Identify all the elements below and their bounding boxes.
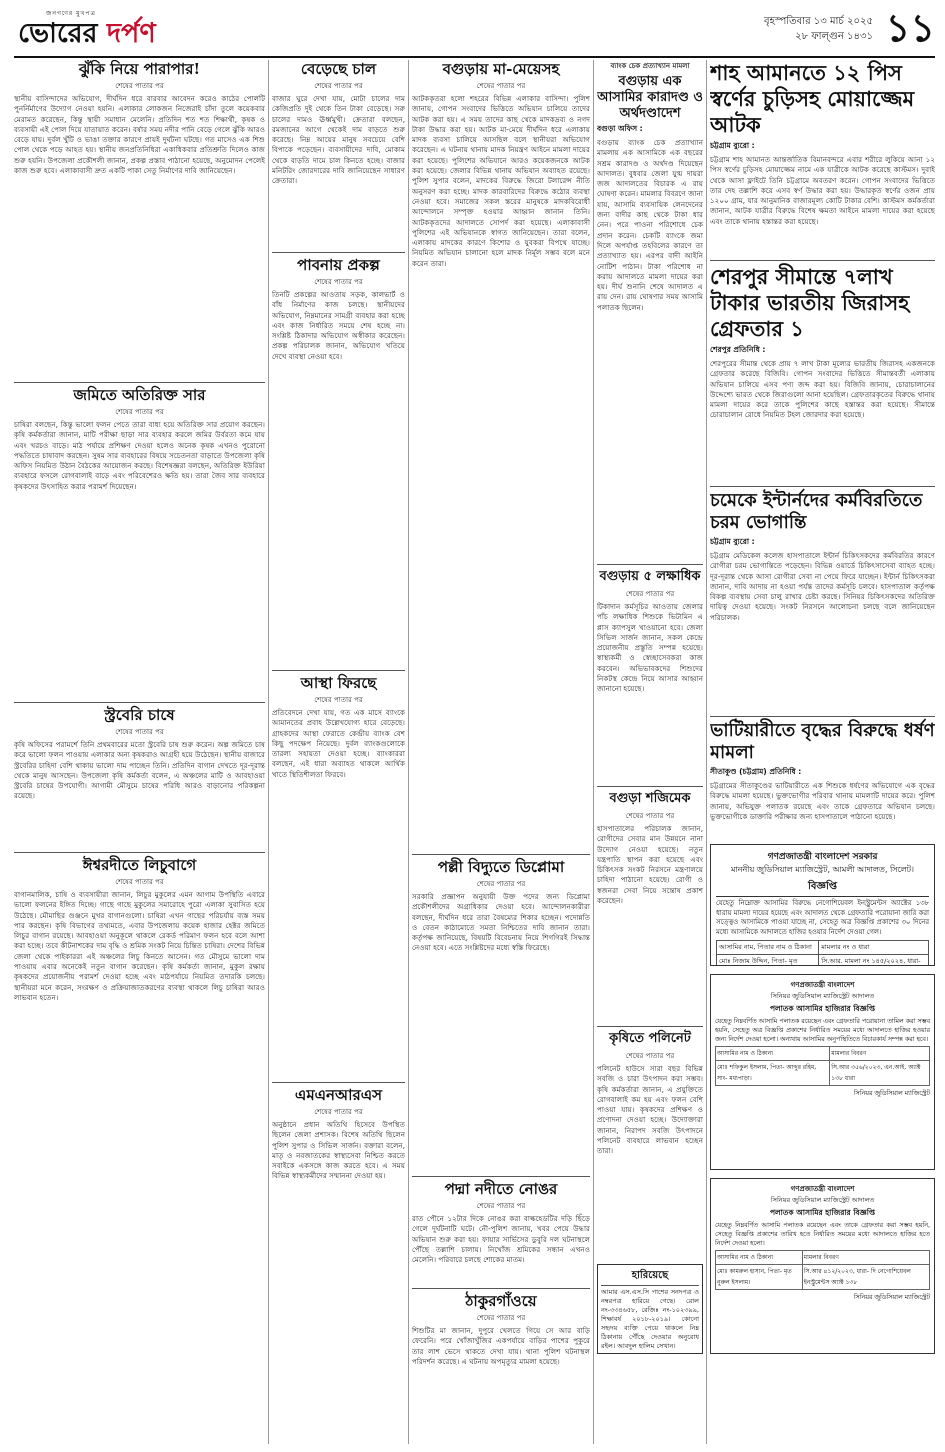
notice-table-header: আসামির নাম, পিতার নাম ও ঠিকানা <box>717 941 819 955</box>
notice-title: পলাতক আসামির হাজিরার বিজ্ঞপ্তি <box>769 1208 876 1217</box>
story-byline: চট্টগ্রাম ব্যুরো : <box>710 537 755 546</box>
story-padma-anchor <box>412 1176 590 1288</box>
story-body: চট্টগ্রামের সীতাকুণ্ডের ভাটিয়ারীতে এক শিশুকে ধর্ষণের অভিযোগে এক বৃদ্ধের বিরুদ্ধে মামলা হয়েছে। ভুক্তভোগীর পরিবার থানায় মামলাটি দায়ের করে। পুলিশ জানায়, অভিযুক্ত পলাতক রয়েছে এবং তাকে গ্রেফতারে অভিযান চলছে। ভুক্তভোগীকে ডাক্তারি পরীক্ষার জন্য হাসপাতালে পাঠানো হয়েছে। <box>710 781 935 821</box>
column-4 <box>597 60 703 1444</box>
story-chomek-intern-strike <box>710 486 935 716</box>
column-divider <box>706 60 707 1444</box>
story-headline: আস্থা ফিরছে <box>300 674 377 692</box>
story-body: চট্টগ্রাম শাহ আমানত আন্তর্জাতিক বিমানবন্দরে এবার শরীরে লুকিয়ে আনা ১২ পিস স্বর্ণের চুড়িসহ মোয়াজ্জেম নামে এক যাত্রীকে আটক করেছে কাস্টমস। দুবাই থেকে আসা ফ্লাইটে তিনি চট্টগ্রামে অবতরণ করেন। গোপন সংবাদের ভিত্তিতে তার দেহ তল্লাশি করে এসব স্বর্ণ উদ্ধার করা হয়। উদ্ধারকৃত স্বর্ণের ওজন প্রায় ১২০০ গ্রাম, যার আনুমানিক বাজারমূল্য কোটি টাকার বেশি। কাস্টমস কর্মকর্তারা জানান, আটক যাত্রীর বিরুদ্ধে বিশেষ ক্ষমতা আইনে মামলা দায়ের করা হয়েছে এবং তাকে থানায় হস্তান্তর করা হয়েছে। <box>710 155 935 226</box>
notice-body: যেহেতু নিম্নোক্ত আসামির বিরুদ্ধে নেগোশিয়েবল ইনস্ট্রুমেন্টস অ্যাক্টের ১৩৮ ধারায় মামলা দায়ের হয়েছে এবং আদালত থেকে গ্রেফতারি পরোয়ানা জারি করা সত্ত্বেও আসামিকে পাওয়া যাচ্ছে না, সেহেতু অত্র বিজ্ঞপ্তি প্রকাশের ৩০ দিনের মধ্যে আসামিকে আদালতে হাজির হওয়ার নির্দেশ দেওয়া গেল। <box>716 899 929 936</box>
logo-tagline: জনগণের মুখপত্র <box>46 10 96 17</box>
story-polynet-agriculture <box>597 1026 703 1258</box>
notice-signature: সিনিয়র জুডিসিয়াল ম্যাজিস্ট্রেট <box>853 1294 930 1302</box>
notice-court-line: সিনিয়র জুডিসিয়াল ম্যাজিস্ট্রেট আদালত <box>770 992 875 1000</box>
continuation-note: শেষের পাতার পর <box>476 1314 526 1322</box>
story-headline: পাবনায় প্রকল্প <box>297 256 380 274</box>
story-shah-amanat-gold <box>710 60 935 256</box>
lost-notice-body: আমার এস.এস.সি পাশের সনদপত্র ও নম্বরপত্র হারিয়ে গেছে। রোল নং-৩৩৪৬৫৮, রেজিঃ নং-১০২৩৯৯, শিক্ষাবর্ষ ২০১৮-২০১৯। কোনো সহৃদয় ব্যক্তি পেয়ে থাকলে নিম্ন ঠিকানায় পৌঁছে দেওয়ার অনুরোধ রইল। আবদুল হালিম সেখান। <box>601 1288 699 1350</box>
story-kicker: ব্যাংক চেক প্রত্যাখ্যান মামলা <box>610 62 690 70</box>
continuation-note: শেষের পাতার পর <box>115 878 164 886</box>
notice-table-header: মামলার বিবরণ <box>830 1047 930 1061</box>
notice-government-line: গণপ্রজাতন্ত্রী বাংলাদেশ সরকার <box>767 852 878 862</box>
column-2 <box>272 60 405 1444</box>
notice-table-header: মামলার বিবরণ <box>802 1251 929 1265</box>
story-body: চাষিরা বলছেন, কিন্তু ভালো ফলন পেতে তারা বাধ্য হয়ে অতিরিক্ত সার প্রয়োগ করছেন। কৃষি কর্মকর্তারা জানান, মাটি পরীক্ষা ছাড়া সার ব্যবহার করলে জমির উর্বরতা কমে যায় এবং খরচও বাড়ে। মাঠ পর্যায়ে প্রশিক্ষণ দেওয়া হলেও অনেক কৃষক এখনও পুরোনো পদ্ধতিতে চাষাবাদ করছেন। সুষম সার ব্যবহারের বিষয়ে সচেতনতা বাড়াতে উপজেলা কৃষি অফিস নিয়মিত উঠান বৈঠকের আয়োজন করছে। বিশেষজ্ঞরা বলছেন, অতিরিক্ত ইউরিয়া ব্যবহারে ফসলে রোগবালাই বাড়ে এবং পরিবেশেরও ক্ষতি হয়। তারা জৈব সার ব্যবহারে কৃষকদের উৎসাহিত করার পরামর্শ দিয়েছেন। <box>14 420 265 491</box>
notice-table-cell: সি.আর ৩৫৬/২০২৩, এন.আই. অ্যাক্ট ১৩৮ ধারা <box>830 1061 930 1086</box>
notice-table-cell: সি.আর ৪১২/২০২৩, ধারা- দি নেগোশিয়েবল ইনস্ট্রুমেন্টস অ্যাক্ট ১৩৮ <box>802 1265 929 1290</box>
continuation-note: শেষের পাতার পর <box>314 696 363 704</box>
story-headline: বগুড়ায় ৫ লক্ষাধিক <box>599 569 701 584</box>
story-body: টিকাদান কর্মসূচির আওতায় জেলার পাঁচ লক্ষাধিক শিশুকে ভিটামিন এ প্লাস ক্যাপসুল খাওয়ানো হবে। জেলা সিভিল সার্জন জানান, সকল কেন্দ্রে প্রয়োজনীয় প্রস্তুতি সম্পন্ন হয়েছে। স্বাস্থ্যকর্মী ও স্বেচ্ছাসেবকরা কাজ করবেন। অভিভাবকদের শিশুদের নিকটস্থ কেন্দ্রে নিয়ে আসার আহ্বান জানানো হয়েছে। <box>597 602 703 694</box>
notice-table-cell: মোঃ নিজাম উদ্দিন, পিতা- মৃত <box>717 955 819 967</box>
notice-body: যেহেতু নিম্নবর্ণিত আসামি পলাতক রয়েছেন এবং গ্রেফতারি পরোয়ানা তামিল করা সম্ভব হয়নি, সেহেতু অত্র বিজ্ঞপ্তি প্রকাশের নির্ধারিত সময়ের মধ্যে আদালতে হাজির হওয়ার জন্য নির্দেশ দেওয়া হলো। অন্যথায় আসামির অনুপস্থিতিতে বিচারকার্য সম্পন্ন করা হবে। <box>715 1018 930 1043</box>
story-byline: চট্টগ্রাম ব্যুরো : <box>710 141 755 150</box>
story-byline: বগুড়া অফিস : <box>597 124 643 133</box>
lost-notice <box>597 1264 703 1354</box>
story-headline: চমেকে ইন্টার্নদের কর্মবিরতিতে চরম ভোগান্তি <box>710 490 923 533</box>
story-body: তিনটি প্রকল্পের আওতায় সড়ক, কালভার্ট ও বাঁধ নির্মাণের কাজ চলছে। স্থানীয়দের অভিযোগ, নিম্নমানের সামগ্রী ব্যবহার করা হচ্ছে এবং কাজ নির্ধারিত সময়ে শেষ হচ্ছে না। সংশ্লিষ্ট ঠিকাদার অভিযোগ অস্বীকার করেছেন। প্রকল্প পরিচালক জানান, অভিযোগ খতিয়ে দেখে ব্যবস্থা নেওয়া হবে। <box>272 290 405 361</box>
story-headline: এমএনআরএস <box>294 1086 383 1104</box>
story-headline: ঝুঁকি নিয়ে পারাপার! <box>78 60 201 78</box>
story-bogura-cheque-case <box>597 60 703 560</box>
story-byline: সীতাকুণ্ড (চট্টগ্রাম) প্রতিনিধি : <box>710 767 802 776</box>
page-number: ১১ <box>885 5 935 50</box>
story-bhatiari-case <box>710 716 935 842</box>
column-3 <box>412 60 590 1444</box>
column-5 <box>710 60 935 1444</box>
story-pabna-project <box>272 252 405 670</box>
continuation-note: শেষের পাতার পর <box>314 82 363 90</box>
notice-table-cell: মোঃ কামরুল হাসান, পিতা- মৃত নুরুল ইসলাম। <box>716 1265 803 1290</box>
story-body: প্রতিবেদনে দেখা যায়, গত এক মাসে ব্যাংকে আমানতের প্রবাহ উল্লেখযোগ্য হারে বেড়েছে। গ্রাহকদের আস্থা ফেরাতে কেন্দ্রীয় ব্যাংক বেশ কিছু পদক্ষেপ নিয়েছে। দুর্বল ব্যাংকগুলোকে তারল্য সহায়তা দেওয়া হচ্ছে। ব্যাংকাররা বলছেন, এই ধারা অব্যাহত থাকলে আর্থিক খাতে স্থিতিশীলতা ফিরবে। <box>272 708 405 779</box>
continuation-note: শেষের পাতার পর <box>625 1052 675 1060</box>
newspaper-logo <box>18 8 156 49</box>
story-body: রাত পৌনে ১২টার দিকে নোঙর করা বাল্কহেডটির দড়ি ছিঁড়ে গেলে দুর্ঘটনাটি ঘটে। নৌ-পুলিশ জানায়, খবর পেয়ে উদ্ধার অভিযান শুরু করা হয়। ফায়ার সার্ভিসের ডুবুরি দল ঘটনাস্থলে পৌঁছে তল্লাশি চালায়। নিখোঁজ শ্রমিকের সন্ধান এখনও মেলেনি। পরিবারে চলছে শোকের মাতম। <box>412 1214 590 1265</box>
logo-text-part2: দর্পণ <box>106 18 156 49</box>
continuation-note: শেষের পাতার পর <box>625 590 675 598</box>
story-headline: বগুড়ায় মা-মেয়েসহ <box>442 60 560 78</box>
story-trust-returning <box>272 670 405 1082</box>
story-body: হাসপাতালের পরিচালক জানান, রোগীদের সেবার মান উন্নয়নে নানা উদ্যোগ নেওয়া হয়েছে। নতুন যন্ত্রপাতি স্থাপন করা হয়েছে এবং চিকিৎসক সংকট নিরসনে মন্ত্রণালয়ে চাহিদা পাঠানো হয়েছে। রোগী ও স্বজনরা সেবা নিয়ে সন্তোষ প্রকাশ করেছেন। <box>597 824 703 906</box>
story-headline: স্ট্রবেরি চাষে <box>104 706 175 724</box>
masthead <box>14 6 935 58</box>
story-risky-crossing <box>14 60 265 378</box>
column-1 <box>14 60 265 1444</box>
story-sherpur-border-cumin <box>710 260 935 486</box>
story-headline: ঈশ্বরদীতে লিচুবাগে <box>82 856 197 874</box>
notice-court-line: মাননীয় জুডিসিয়াল ম্যাজিস্ট্রেট, আমলী আদালত, সিলেট। <box>731 865 914 874</box>
issue-date-gregorian: বৃহস্পতিবার ১৩ মার্চ ২০২৫ <box>764 16 873 27</box>
story-headline: বগুড়ায় এক আসামির কারাদণ্ড ও অর্থদণ্ডাদেশ <box>597 74 703 121</box>
issue-date-bangla: ২৮ ফাল্গুন ১৪৩১ <box>795 31 873 42</box>
story-excess-fertilizer <box>14 382 265 702</box>
notice-table <box>715 1046 930 1086</box>
story-lychee-orchard <box>14 852 265 1444</box>
story-mnrs <box>272 1082 405 1444</box>
story-body: বাগানমালিক, চাষি ও ব্যবসায়ীরা জানান, লিচুর মুকুলের এমন আগাম উপস্থিতি এবারে ভালো ফলনের ইঙ্গিত দিচ্ছে। গাছে গাছে মুকুলের সমারোহে পুরো এলাকা সুবাসিত হয়ে উঠেছে। মৌমাছির গুঞ্জনে মুখর বাগানগুলো। চাষিরা এখন গাছের পরিচর্যায় ব্যস্ত সময় পার করছেন। কৃষি বিভাগের তথ্যমতে, এবার উপজেলায় কয়েক হাজার হেক্টর জমিতে লিচুর বাগান রয়েছে। আবহাওয়া অনুকূলে থাকলে রেকর্ড পরিমাণ ফলন হবে বলে আশা করা হচ্ছে। তবে কীটনাশকের দাম বৃদ্ধি ও শ্রমিক সংকট নিয়ে চিন্তিত চাষিরা। দেশের বিভিন্ন জেলা থেকে পাইকাররা এই অঞ্চলের লিচু কিনতে আসেন। গত মৌসুমে ভালো দাম পাওয়ায় এবার অনেকেই নতুন বাগান করেছেন। কৃষি কর্মকর্তা জানান, মুকুল রক্ষায় কৃষকদের প্রয়োজনীয় পরামর্শ দেওয়া হচ্ছে এবং মাঠপর্যায়ে নিয়মিত তদারকি চলছে। স্থানীয়রা মনে করেন, সংরক্ষণ ও প্রক্রিয়াজাতকরণের ব্যবস্থা থাকলে লিচু চাষিরা আরও লাভবান হতেন। <box>14 890 265 1002</box>
story-strawberry-farming <box>14 702 265 852</box>
continuation-note: শেষের পাতার পর <box>314 278 363 286</box>
column-divider <box>268 60 269 1444</box>
story-headline: শাহ আমানতে ১২ পিস স্বর্ণের চুড়িসহ মোয়াজ্জেম আটক <box>710 60 915 137</box>
story-headline: পদ্মা নদীতে নোঙর <box>444 1180 558 1198</box>
story-bogura-vitamin <box>597 564 703 786</box>
notice-body: যেহেতু নিম্নবর্ণিত আসামি পলাতক রয়েছেন এবং তাকে গ্রেফতার করা সম্ভব হয়নি, সেহেতু বিজ্ঞপ্তি প্রকাশের তারিখ হতে নির্ধারিত সময়ের মধ্যে আদালতে হাজির হতে নির্দেশ দেওয়া হলো। <box>715 1222 930 1247</box>
continuation-note: শেষের পাতার পর <box>476 880 526 888</box>
story-byline: শেরপুর প্রতিনিধি : <box>710 345 766 354</box>
story-body: স্থানীয় বাসিন্দাদের অভিযোগ, দীর্ঘদিন ধরে বারবার আবেদন করেও কাঠের পোলটি পুনর্নির্মাণের উদ্যোগ নেওয়া হয়নি। এলাকার লোকজন নিজেরাই চাঁদা তুলে কয়েকবার মেরামত করেছেন, কিন্তু স্থায়ী সমাধান মেলেনি। প্রতিদিন শত শত শিক্ষার্থী, কৃষক ও ব্যবসায়ী এই পোল দিয়ে যাতায়াত করেন। বর্ষার সময় নদীর পানি বেড়ে গেলে ঝুঁকি আরও বেড়ে যায়। দুর্বল খুঁটি ও ভাঙা তক্তার কারণে প্রায়ই দুর্ঘটনা ঘটছে। গত মাসেও এক শিশু পোল থেকে পড়ে আহত হয়। স্থানীয় জনপ্রতিনিধিরা একাধিকবার প্রতিশ্রুতি দিলেও কাজ শুরু হয়নি। উপজেলা প্রকৌশলী জানান, প্রকল্প প্রস্তাব পাঠানো হয়েছে, অনুমোদন পেলেই কাজ শুরু হবে। এলাকাবাসী দ্রুত একটি পাকা সেতু নির্মাণের দাবি জানিয়েছেন। <box>14 94 265 176</box>
story-body: অনুষ্ঠানে প্রধান অতিথি হিসেবে উপস্থিত ছিলেন জেলা প্রশাসক। বিশেষ অতিথি ছিলেন পুলিশ সুপার ও সিভিল সার্জন। বক্তারা বলেন, মাতৃ ও নবজাতকের স্বাস্থ্যসেবা নিশ্চিত করতে সবাইকে একসঙ্গে কাজ করতে হবে। এ সময় বিভিন্ন স্বাস্থ্যকর্মীদের সম্মাননা দেওয়া হয়। <box>272 1120 405 1181</box>
notice-government-line: গণপ্রজাতন্ত্রী বাংলাদেশ <box>790 981 855 989</box>
notice-title: বিজ্ঞপ্তি <box>716 879 929 897</box>
logo-text-part1: ভোরের <box>18 18 107 49</box>
story-body: শিশুটির মা জানান, দুপুরে খেলতে গিয়ে সে আর বাড়ি ফেরেনি। পরে খোঁজাখুঁজির একপর্যায়ে বাড়ির পাশের পুকুরে তার লাশ ভেসে থাকতে দেখা যায়। থানা পুলিশ ঘটনাস্থল পরিদর্শন করেছে। এ ঘটনায় অপমৃত্যুর মামলা হয়েছে। <box>412 1326 590 1366</box>
story-headline: জমিতে অতিরিক্ত সার <box>73 386 206 404</box>
notice-government-line: গণপ্রজাতন্ত্রী বাংলাদেশ <box>790 1185 855 1193</box>
story-body: চট্টগ্রাম মেডিকেল কলেজ হাসপাতালে ইন্টার্ন চিকিৎসকদের কর্মবিরতির কারণে রোগীরা চরম ভোগান্তিতে পড়েছেন। বিভিন্ন ওয়ার্ডে চিকিৎসাসেবা ব্যাহত হচ্ছে। দূর-দূরান্ত থেকে আসা রোগীরা সেবা না পেয়ে ফিরে যাচ্ছেন। ইন্টার্ন চিকিৎসকরা জানান, দাবি আদায় না হওয়া পর্যন্ত তাদের কর্মসূচি চলবে। হাসপাতাল কর্তৃপক্ষ বিকল্প ব্যবস্থায় সেবা চালু রাখার চেষ্টা করছে। সিনিয়র চিকিৎসকদের অতিরিক্ত দায়িত্ব দেওয়া হয়েছে। সংকট নিরসনে আলোচনা চলছে বলে জানিয়েছেন পরিচালক। <box>710 551 935 622</box>
continuation-note: শেষের পাতার পর <box>625 812 675 820</box>
story-headline: কৃষিতে পলিনেট <box>609 1031 691 1046</box>
story-bogura-mother-daughter <box>412 60 590 850</box>
story-body: সরকারি প্রজ্ঞাপন অনুযায়ী উক্ত পদের জন্য ডিপ্লোমা প্রকৌশলীদের অগ্রাধিকার দেওয়া হবে। আন্দোলনকারীরা বলছেন, দীর্ঘদিন ধরে তারা বৈষম্যের শিকার হচ্ছেন। পদোন্নতি ও বেতন কাঠামোতে সমতা নিশ্চিতের দাবি জানান তারা। কর্তৃপক্ষ জানিয়েছে, বিষয়টি বিবেচনায় নিয়ে শিগগিরই সিদ্ধান্ত নেওয়া হবে। এতে সংশ্লিষ্টদের মধ্যে স্বস্তি ফিরেছে। <box>412 892 590 953</box>
story-body: কৃষি অফিসের পরামর্শে তিনি প্রথমবারের মতো স্ট্রবেরি চাষ শুরু করেন। অল্প জমিতে চাষ করে ভালো ফলন পাওয়ায় এলাকার অন্য কৃষকরাও আগ্রহী হয়ে উঠেছেন। স্থানীয় বাজারে স্ট্রবেরির চাহিদা বেশি থাকায় ভালো দাম পাচ্ছেন তিনি। প্রতিদিন বাগান দেখতে দূর-দূরান্ত থেকে মানুষ আসছেন। উপজেলা কৃষি কর্মকর্তা বলেন, এ অঞ্চলের মাটি ও আবহাওয়া স্ট্রবেরি চাষের উপযোগী। আগামী মৌসুমে চাষের পরিধি আরও বাড়ানোর পরিকল্পনা রয়েছে। <box>14 740 265 801</box>
story-headline: শেরপুর সীমান্তে ৭লাখ টাকার ভারতীয় জিরাসহ গ্রেফতার ১ <box>710 264 910 341</box>
continuation-note: শেষের পাতার পর <box>115 728 164 736</box>
story-body: আটককৃতরা হলো শহরের বিভিন্ন এলাকার বাসিন্দা। পুলিশ জানায়, গোপন সংবাদের ভিত্তিতে অভিযান চালিয়ে তাদের আটক করা হয়। এ সময় তাদের কাছ থেকে মাদকদ্রব্য ও নগদ টাকা উদ্ধার করা হয়। আটক মা-মেয়ে দীর্ঘদিন ধরে এলাকায় মাদক ব্যবসা চালিয়ে আসছিল বলে স্থানীয়রা অভিযোগ করেছেন। এ ঘটনায় থানায় মাদক নিয়ন্ত্রণ আইনে মামলা দায়ের করা হয়েছে। পুলিশের অভিযানে আরও কয়েকজনকে আটক করা হয়েছে। জেলার বিভিন্ন থানায় অভিযান অব্যাহত রয়েছে। পুলিশ সুপার বলেন, মাদকের বিরুদ্ধে জিরো টলারেন্স নীতি অনুসরণ করা হচ্ছে। মাদক কারবারিদের বিরুদ্ধে কঠোর ব্যবস্থা নেওয়া হবে। সমাজের সকল স্তরের মানুষকে মাদকবিরোধী আন্দোলনে সম্পৃক্ত হওয়ার আহ্বান জানান তিনি। আটককৃতদের আদালতে সোপর্দ করা হয়েছে। এলাকাবাসী পুলিশের এই অভিযানকে স্বাগত জানিয়েছেন। তারা বলেন, এলাকায় মাদকের কারণে কিশোর ও যুবকরা বিপথে যাচ্ছে। নিয়মিত অভিযান চালানো হলে মাদক নির্মূল সম্ভব বলে মনে করেন তারা। <box>412 94 590 268</box>
notice-table-header: মামলার নং ও ধারা <box>819 941 929 955</box>
story-headline: বগুড়া শজিমেক <box>609 791 691 806</box>
notice-table-header: আসামির নাম ও ঠিকানা <box>716 1251 803 1265</box>
story-body: পলিনেট হাউসে সারা বছর বিভিন্ন সবজি ও চারা উৎপাদন করা সম্ভব। কৃষি কর্মকর্তারা জানান, এ প্রযুক্তিতে রোগবালাই কম হয় এবং ফলন বেশি পাওয়া যায়। কৃষকদের প্রশিক্ষণ ও প্রণোদনা দেওয়া হচ্ছে। উদ্যোক্তারা জানান, নিরাপদ সবজি উৎপাদনে পলিনেট ব্যবহারে লাভবান হচ্ছেন তারা। <box>597 1064 703 1156</box>
columns <box>14 60 935 1444</box>
story-headline: পল্লী বিদ্যুতে ডিপ্লোমা <box>437 858 565 876</box>
notice-title: পলাতক আসামির হাজিরার বিজ্ঞপ্তি <box>769 1004 876 1013</box>
column-divider <box>593 60 594 1444</box>
notice-table-header: আসামির নাম ও ঠিকানা <box>716 1047 830 1061</box>
court-notice-sylhet <box>710 844 935 966</box>
notice-table-cell: মোঃ শফিকুল ইসলাম, পিতা- আব্দুর রহিম, সাং- মধ্যপাড়া। <box>716 1061 830 1086</box>
continuation-note: শেষের পাতার পর <box>476 1202 526 1210</box>
story-headline: ঠাকুরগাঁওয়ে <box>465 1292 537 1310</box>
story-body: শেরপুরের সীমান্ত থেকে প্রায় ৭ লাখ টাকা মূল্যের ভারতীয় জিরাসহ একজনকে গ্রেফতার করেছে বিজিবি। গোপন সংবাদের ভিত্তিতে সীমান্তবর্তী এলাকায় অভিযান চালিয়ে এসব পণ্য জব্দ করা হয়। বিজিবি জানায়, চোরাচালানের উদ্দেশ্যে ভারত থেকে জিরাগুলো আনা হয়েছিল। গ্রেফতারকৃতের বিরুদ্ধে থানায় মামলা দায়ের করে তাকে পুলিশের কাছে হস্তান্তর করা হয়েছে। সীমান্তে চোরাচালান রোধে নিয়মিত টহল জোরদার করা হয়েছে। <box>710 359 935 420</box>
story-body: বাজার ঘুরে দেখা যায়, মোটা চালের দাম কেজিপ্রতি দুই থেকে তিন টাকা বেড়েছে। সরু চালের দামও ঊর্ধ্বমুখী। ক্রেতারা বলছেন, রমজানের আগে থেকেই দাম বাড়তে শুরু করেছে। নিম্ন আয়ের মানুষ সবচেয়ে বেশি বিপাকে পড়েছেন। ব্যবসায়ীদের দাবি, মোকাম থেকে বাড়তি দামে চাল কিনতে হচ্ছে। বাজার মনিটরিং জোরদারের দাবি জানিয়েছেন সাধারণ ক্রেতারা। <box>272 94 405 186</box>
column-divider <box>408 60 409 1444</box>
story-headline: ভাটিয়ারীতে বৃদ্ধের বিরুদ্ধে ধর্ষণ মামলা <box>710 720 935 763</box>
notice-table <box>715 1250 930 1290</box>
story-headline: বেড়েছে চাল <box>300 60 377 78</box>
notice-signature: সিনিয়র জুডিসিয়াল ম্যাজিস্ট্রেট <box>853 1090 930 1098</box>
court-notice-absconding-2 <box>710 1178 935 1354</box>
continuation-note: শেষের পাতার পর <box>476 82 526 90</box>
continuation-note: শেষের পাতার পর <box>115 82 164 90</box>
notice-table <box>716 940 929 966</box>
story-rice-price <box>272 60 405 248</box>
lost-notice-title: হারিয়েছে <box>601 1268 699 1286</box>
story-body: বগুড়ায় ব্যাংক চেক প্রত্যাখ্যান মামলায় এক আসামিকে এক বছরের সশ্রম কারাদণ্ড ও অর্থদণ্ড দিয়েছেন আদালত। বুধবার জেলা যুগ্ম দায়রা জজ আদালতের বিচারক এ রায় ঘোষণা করেন। মামলার বিবরণে জানা যায়, আসামি ব্যবসায়িক লেনদেনের জন্য বাদীর কাছ থেকে টাকা ধার নেন। পরে পাওনা পরিশোধে চেক প্রদান করেন। চেকটি ব্যাংকে জমা দিলে অপর্যাপ্ত তহবিলের কারণে তা প্রত্যাখ্যাত হয়। এরপর বাদী আইনি নোটিশ পাঠান। টাকা পরিশোধ না করায় আদালতে মামলা দায়ের করা হয়। দীর্ঘ শুনানি শেষে আদালত এ রায় দেন। রায় ঘোষণার সময় আসামি পলাতক ছিলেন। <box>597 138 703 312</box>
continuation-note: শেষের পাতার পর <box>314 1108 363 1116</box>
issue-date <box>764 14 873 44</box>
notice-table-cell: সি.আর. মামলা নং ১৪৫/২০২৪, ধারা- <box>819 955 929 967</box>
story-shajimec <box>597 786 703 1026</box>
notice-court-line: সিনিয়র জুডিসিয়াল ম্যাজিস্ট্রেট আদালত <box>770 1196 875 1204</box>
story-thakurgaon <box>412 1288 590 1444</box>
court-notice-absconding-1 <box>710 974 935 1170</box>
continuation-note: শেষের পাতার পর <box>115 408 164 416</box>
story-palli-bidyut-diploma <box>412 854 590 1176</box>
